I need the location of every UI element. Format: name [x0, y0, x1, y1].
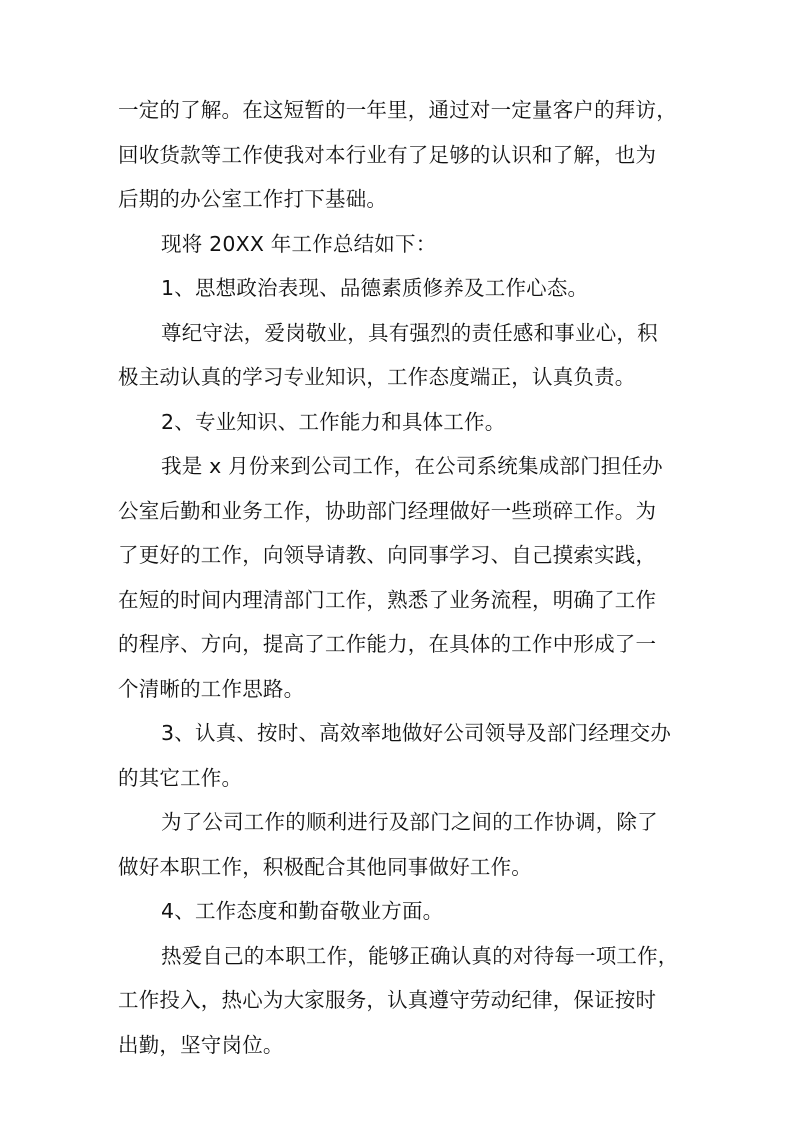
- text-line-21: 工作投入，热心为大家服务，认真遵守劳动纪律，保证按时: [118, 988, 657, 1012]
- section-heading-1: 1、思想政治表现、品德素质修养及工作心态。: [161, 276, 589, 300]
- text-line-16: 的其它工作。: [118, 765, 243, 790]
- text-line-20: 热爱自己的本职工作，能够正确认真的对待每一项工作，: [161, 943, 679, 968]
- text-line-7: 极主动认真的学习专业知识，工作态度端正，认真负责。: [118, 365, 636, 389]
- text-line-4: 现将 20XX 年工作总结如下：: [161, 231, 437, 256]
- text-line-11: 了更好的工作，向领导请教、向同事学习、自己摸索实践，: [118, 543, 657, 567]
- section-heading-2: 2、专业知识、工作能力和具体工作。: [161, 409, 506, 434]
- text-line-10: 公室后勤和业务工作，协助部门经理做好一些琐碎工作。为: [118, 498, 657, 523]
- text-line-9: 我是 x 月份来到公司工作，在公司系统集成部门担任办: [161, 454, 663, 478]
- text-line-12: 在短的时间内理清部门工作，熟悉了业务流程，明确了工作: [118, 587, 657, 612]
- text-line-22: 出勤，坚守岗位。: [118, 1032, 284, 1057]
- text-line-13: 的程序、方向，提高了工作能力，在具体的工作中形成了一: [118, 632, 657, 656]
- text-line-3: 后期的办公室工作打下基础。: [118, 187, 388, 211]
- section-heading-4: 4、工作态度和勤奋敬业方面。: [161, 899, 444, 923]
- text-line-18: 做好本职工作，积极配合其他同事做好工作。: [118, 854, 532, 879]
- text-line-17: 为了公司工作的顺利进行及部门之间的工作协调，除了: [161, 810, 658, 834]
- body-text: [118, 88, 679, 1067]
- text-line-1: 一定的了解。在这短暂的一年里，通过对一定量客户的拜访，: [118, 98, 677, 122]
- section-heading-3: 3、认真、按时、高效率地做好公司领导及部门经理交办: [161, 721, 672, 745]
- text-line-2: 回收货款等工作使我对本行业有了足够的认识和了解，也为: [118, 142, 657, 167]
- text-line-14: 个清晰的工作思路。: [118, 676, 305, 701]
- text-line-6: 尊纪守法，爱岗敬业，具有强烈的责任感和事业心，积: [161, 320, 658, 345]
